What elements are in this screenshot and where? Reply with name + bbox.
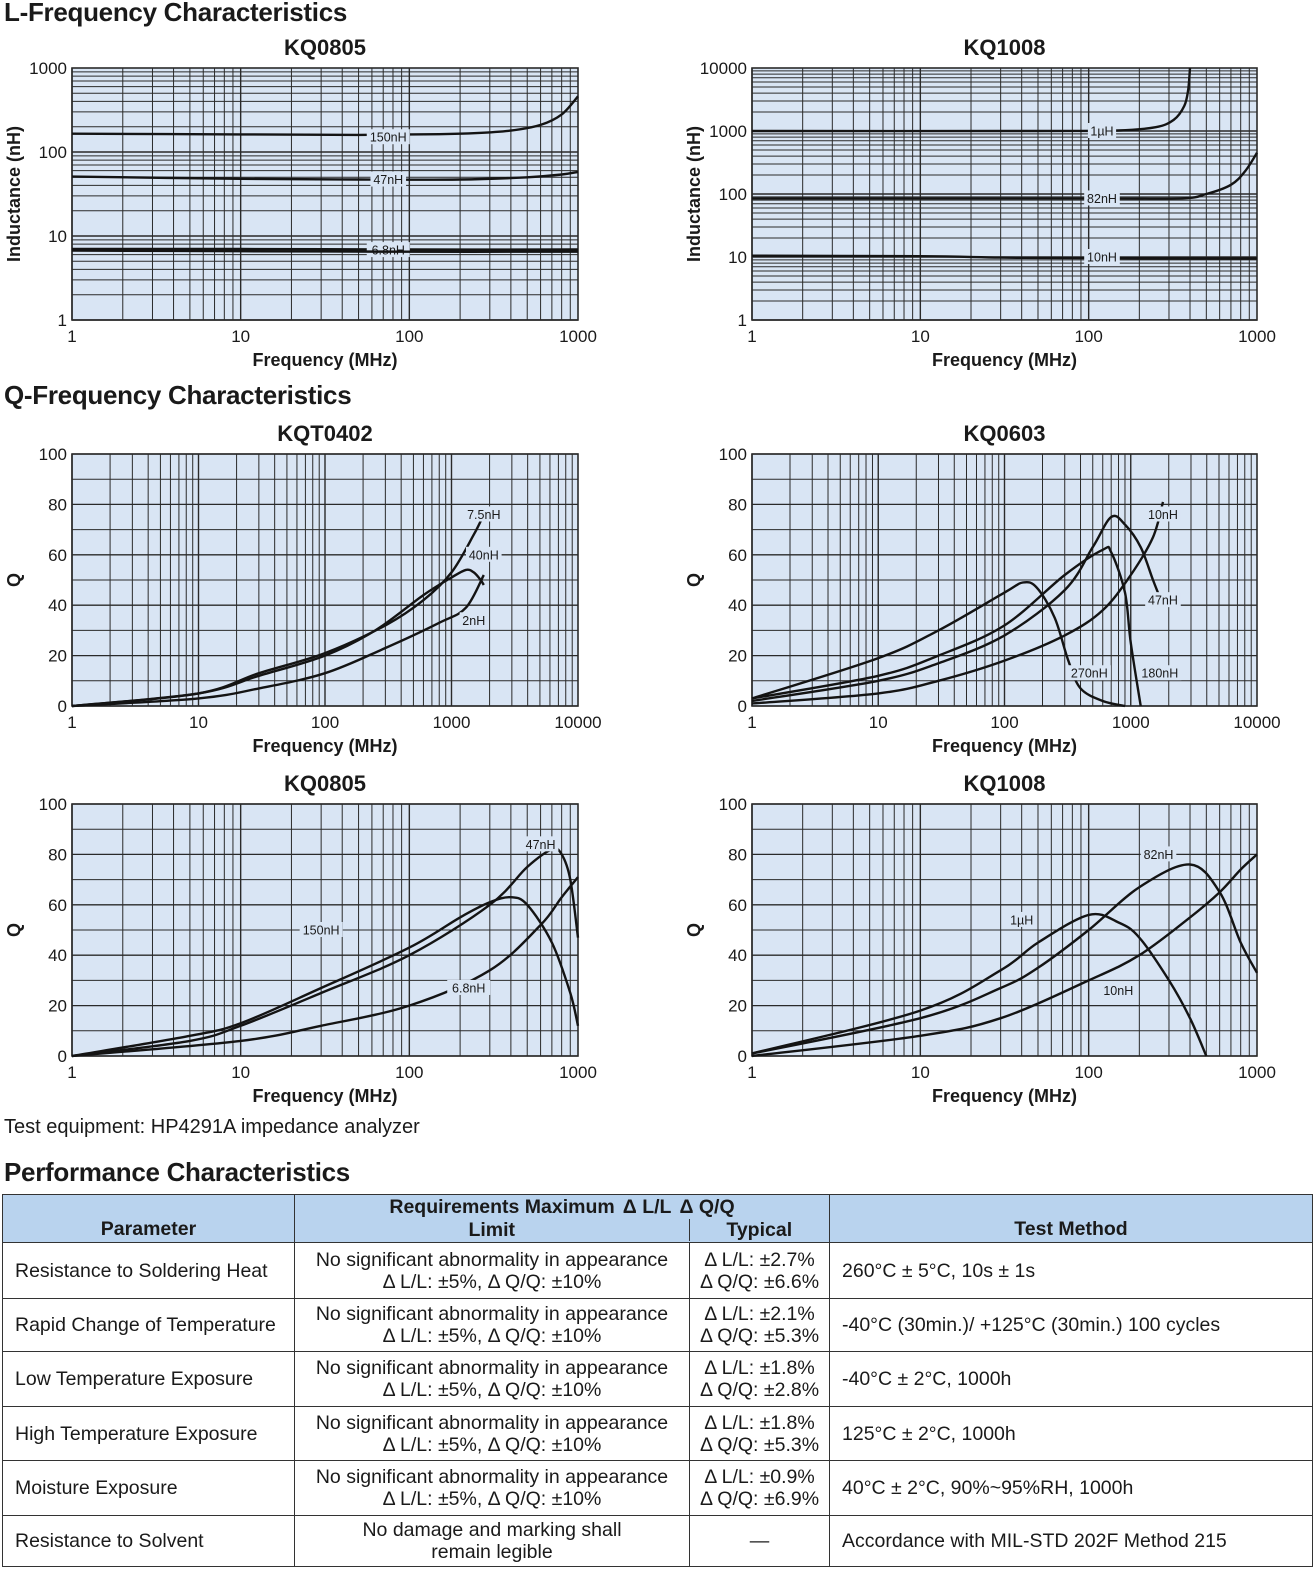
y-tick-label: 100	[718, 795, 747, 814]
parameter-text: Resistance to Solvent	[15, 1530, 204, 1552]
cell-parameter	[3, 1352, 295, 1407]
header-parameter-label: Parameter	[100, 1218, 197, 1240]
y-tick-label: 60	[728, 545, 747, 565]
cell-limit	[295, 1243, 690, 1299]
y-tick-label: 10	[728, 248, 747, 267]
typical-line-2: Δ Q/Q: ±6.6%	[699, 1270, 820, 1293]
cell-typical	[690, 1243, 830, 1299]
y-tick-label: 40	[48, 596, 67, 616]
cell-parameter	[3, 1461, 295, 1516]
y-axis-label: Q	[4, 572, 24, 588]
y-tick-label: 40	[728, 596, 747, 616]
y-tick-label: 40	[728, 946, 747, 966]
series-label: 47nH	[525, 837, 556, 852]
y-tick-label: 80	[48, 845, 67, 865]
x-tick-label: 100	[395, 327, 424, 346]
x-tick-label: 10	[910, 1063, 930, 1082]
section-title-l-frequency: L-Frequency Characteristics	[4, 0, 348, 27]
cell-limit	[295, 1407, 690, 1461]
cell-test-method	[830, 1352, 1313, 1407]
x-tick-label: 10	[231, 1063, 251, 1082]
series-label: 150nH	[302, 923, 340, 938]
section-title-performance: Performance Characteristics	[4, 1157, 350, 1187]
x-tick-label: 1000	[559, 327, 597, 346]
cell-parameter	[3, 1243, 295, 1299]
cell-typical	[690, 1516, 830, 1567]
chart-q-kqt0402	[0, 416, 640, 761]
series-line	[72, 251, 578, 252]
cell-parameter	[3, 1516, 295, 1567]
y-tick-label: 100	[38, 445, 67, 464]
series-label: 47nH	[1148, 593, 1178, 608]
y-tick-label: 80	[728, 495, 747, 515]
chart-title: KQ1008	[963, 35, 1046, 60]
chart-l-kq1008	[680, 30, 1315, 375]
test-method-text: -40°C (30min.)/ +125°C (30min.) 100 cycles	[842, 1314, 1221, 1336]
typical-line-1: Δ L/L: ±2.1%	[704, 1303, 815, 1325]
x-axis-label: Frequency (MHz)	[931, 736, 1078, 756]
cell-test-method	[830, 1516, 1313, 1567]
test-method-text: 40°C ± 2°C, 90%~95%RH, 1000h	[842, 1477, 1134, 1499]
cell-limit	[295, 1461, 690, 1516]
cell-test-method	[830, 1407, 1313, 1461]
cell-typical	[690, 1352, 830, 1407]
limit-line-2: Δ L/L: ±5%, Δ Q/Q: ±10%	[382, 1379, 602, 1401]
limit-line-1: No significant abnormality in appearance	[315, 1411, 669, 1434]
y-tick-label: 0	[57, 1047, 67, 1066]
performance-table	[2, 1194, 1313, 1567]
y-tick-label: 60	[48, 895, 67, 915]
limit-line-2: Δ L/L: ±5%, Δ Q/Q: ±10%	[382, 1270, 602, 1293]
test-method-text: Accordance with MIL-STD 202F Method 215	[842, 1530, 1227, 1552]
x-tick-label: 1	[67, 1063, 77, 1082]
parameter-text: Rapid Change of Temperature	[15, 1314, 276, 1336]
section-title-q-frequency: Q-Frequency Characteristics	[4, 380, 352, 410]
y-tick-label: 1000	[29, 59, 67, 78]
series-label: 1µH	[1010, 913, 1034, 928]
header-typical: Typical	[689, 1219, 829, 1241]
chart-q-kq0805	[0, 766, 640, 1111]
typical-line-1: —	[749, 1530, 770, 1552]
typical-line-1: Δ L/L: ±2.7%	[704, 1248, 815, 1271]
parameter-text: Low Temperature Exposure	[15, 1368, 254, 1390]
cell-limit	[295, 1516, 690, 1567]
y-tick-label: 60	[48, 545, 67, 565]
series-label: 10nH	[1087, 250, 1117, 265]
table-header-row	[3, 1195, 1313, 1243]
header-req-label: Requirements Maximum	[389, 1196, 615, 1218]
series-label: 150nH	[369, 130, 407, 145]
header-subrow	[295, 1219, 829, 1241]
typical-line-1: Δ L/L: ±1.8%	[704, 1357, 815, 1379]
table-row	[3, 1516, 1313, 1567]
x-tick-label: 100	[395, 1063, 424, 1082]
y-tick-label: 0	[737, 697, 747, 716]
x-tick-label: 100	[1074, 327, 1103, 346]
x-tick-label: 1	[67, 713, 77, 732]
header-test-method-label: Test Method	[1014, 1218, 1128, 1240]
y-tick-label: 20	[728, 646, 747, 666]
x-tick-label: 10	[910, 327, 930, 346]
x-tick-label: 10	[189, 713, 208, 732]
x-tick-label: 100	[990, 713, 1019, 732]
typical-line-1: Δ L/L: ±0.9%	[704, 1466, 815, 1488]
series-label: 2nH	[462, 613, 486, 628]
cell-typical	[690, 1407, 830, 1461]
chart-q-kq0603	[680, 416, 1315, 761]
table-row	[3, 1407, 1313, 1461]
test-method-text: 125°C ± 2°C, 1000h	[842, 1422, 1016, 1445]
header-parameter	[3, 1195, 295, 1243]
limit-line-1: No significant abnormality in appearance	[315, 1466, 669, 1488]
table-row	[3, 1461, 1313, 1516]
y-tick-label: 100	[718, 445, 747, 464]
x-tick-label: 10	[868, 713, 888, 732]
parameter-text: High Temperature Exposure	[15, 1422, 258, 1445]
chart-l-kq0805	[0, 30, 640, 375]
typical-line-2: Δ Q/Q: ±2.8%	[699, 1379, 820, 1401]
x-tick-label: 1	[747, 1063, 757, 1082]
table-row	[3, 1299, 1313, 1352]
y-tick-label: 100	[38, 795, 67, 814]
x-tick-label: 100	[310, 713, 340, 732]
y-tick-label: 20	[48, 996, 67, 1016]
header-req-dl: Δ L/L	[622, 1196, 672, 1218]
series-label: 6.8nH	[452, 981, 486, 996]
limit-line-2: Δ L/L: ±5%, Δ Q/Q: ±10%	[382, 1488, 602, 1510]
x-tick-label: 1	[747, 327, 757, 346]
y-axis-label: Q	[684, 922, 704, 938]
limit-line-1: No damage and marking shall	[362, 1519, 622, 1541]
cell-parameter	[3, 1407, 295, 1461]
chart-title: KQ0805	[284, 35, 366, 60]
y-tick-label: 40	[48, 946, 67, 966]
series-label: 82nH	[1087, 191, 1117, 206]
parameter-text: Moisture Exposure	[15, 1477, 178, 1499]
cell-test-method	[830, 1461, 1313, 1516]
x-axis-label: Frequency (MHz)	[252, 1086, 398, 1106]
x-tick-label: 1000	[559, 1063, 597, 1082]
x-tick-label: 1000	[1238, 327, 1276, 346]
typical-line-2: Δ Q/Q: ±5.3%	[699, 1325, 820, 1347]
series-label: 40nH	[468, 548, 499, 563]
limit-line-2: Δ L/L: ±5%, Δ Q/Q: ±10%	[382, 1325, 602, 1347]
chart-title: KQ0603	[963, 421, 1046, 446]
parameter-text: Resistance to Soldering Heat	[15, 1259, 268, 1282]
series-label: 82nH	[1143, 847, 1174, 862]
y-tick-label: 0	[57, 697, 67, 716]
x-axis-label: Frequency (MHz)	[252, 736, 398, 756]
chart-title: KQT0402	[277, 421, 373, 446]
y-tick-label: 100	[38, 143, 67, 162]
series-label: 47nH	[373, 173, 404, 188]
chart-q-kq1008	[680, 766, 1315, 1111]
cell-typical	[690, 1461, 830, 1516]
x-tick-label: 1000	[1111, 713, 1150, 732]
typical-line-2: Δ Q/Q: ±6.9%	[699, 1488, 820, 1510]
chart-title: KQ1008	[963, 771, 1046, 796]
x-axis-label: Frequency (MHz)	[252, 350, 398, 370]
y-axis-label: Inductance (nH)	[684, 125, 704, 263]
limit-line-2: Δ L/L: ±5%, Δ Q/Q: ±10%	[382, 1433, 602, 1456]
y-tick-label: 0	[737, 1047, 747, 1066]
header-limit: Limit	[468, 1219, 516, 1241]
header-requirements-title	[295, 1195, 829, 1219]
x-tick-label: 10	[231, 327, 251, 346]
test-equipment-note: Test equipment: HP4291A impedance analyzer	[4, 1116, 420, 1138]
x-tick-label: 1000	[432, 713, 471, 732]
table-row	[3, 1243, 1313, 1299]
cell-test-method	[830, 1299, 1313, 1352]
y-tick-label: 1	[57, 311, 67, 330]
series-label: 6.8nH	[371, 243, 405, 258]
cell-limit	[295, 1299, 690, 1352]
limit-line-1: No significant abnormality in appearance	[315, 1303, 669, 1325]
y-tick-label: 20	[728, 996, 747, 1016]
test-method-text: 260°C ± 5°C, 10s ± 1s	[842, 1259, 1036, 1282]
cell-typical	[690, 1299, 830, 1352]
x-tick-label: 10000	[554, 713, 602, 732]
y-axis-label: Inductance (nH)	[4, 125, 24, 263]
plot-area	[72, 68, 578, 320]
test-method-text: -40°C ± 2°C, 1000h	[842, 1368, 1012, 1390]
series-label: 10nH	[1148, 507, 1178, 522]
y-axis-label: Q	[4, 922, 24, 938]
x-tick-label: 100	[1074, 1063, 1103, 1082]
x-axis-label: Frequency (MHz)	[931, 350, 1078, 370]
x-axis-label: Frequency (MHz)	[931, 1086, 1078, 1106]
x-tick-label: 1	[67, 327, 77, 346]
y-tick-label: 80	[48, 495, 67, 515]
series-label: 180nH	[1141, 666, 1179, 681]
y-tick-label: 10000	[699, 59, 747, 78]
typical-line-2: Δ Q/Q: ±5.3%	[699, 1433, 820, 1456]
header-req-dq: Δ Q/Q	[679, 1196, 735, 1218]
y-tick-label: 80	[728, 845, 747, 865]
y-axis-label: Q	[684, 572, 704, 588]
limit-line-2: remain legible	[431, 1541, 553, 1563]
y-tick-label: 1000	[709, 122, 747, 141]
cell-test-method	[830, 1243, 1313, 1299]
y-tick-label: 10	[48, 227, 67, 246]
x-tick-label: 1000	[1238, 1063, 1276, 1082]
y-tick-label: 60	[728, 895, 747, 915]
table-row	[3, 1352, 1313, 1407]
series-label: 10nH	[1103, 983, 1134, 998]
series-line	[72, 249, 578, 250]
typical-line-1: Δ L/L: ±1.8%	[704, 1411, 815, 1434]
header-test-method	[830, 1195, 1313, 1243]
y-tick-label: 20	[48, 646, 67, 666]
y-tick-label: 1	[737, 311, 747, 330]
chart-title: KQ0805	[284, 771, 366, 796]
header-requirements	[295, 1195, 830, 1243]
series-label: 7.5nH	[467, 507, 501, 522]
x-tick-label: 1	[747, 713, 757, 732]
cell-limit	[295, 1352, 690, 1407]
limit-line-1: No significant abnormality in appearance	[315, 1357, 669, 1379]
y-tick-label: 100	[718, 185, 747, 204]
x-tick-label: 10000	[1233, 713, 1281, 732]
limit-line-1: No significant abnormality in appearance	[315, 1248, 669, 1271]
series-label: 270nH	[1070, 666, 1108, 681]
series-label: 1µH	[1090, 124, 1114, 139]
cell-parameter	[3, 1299, 295, 1352]
